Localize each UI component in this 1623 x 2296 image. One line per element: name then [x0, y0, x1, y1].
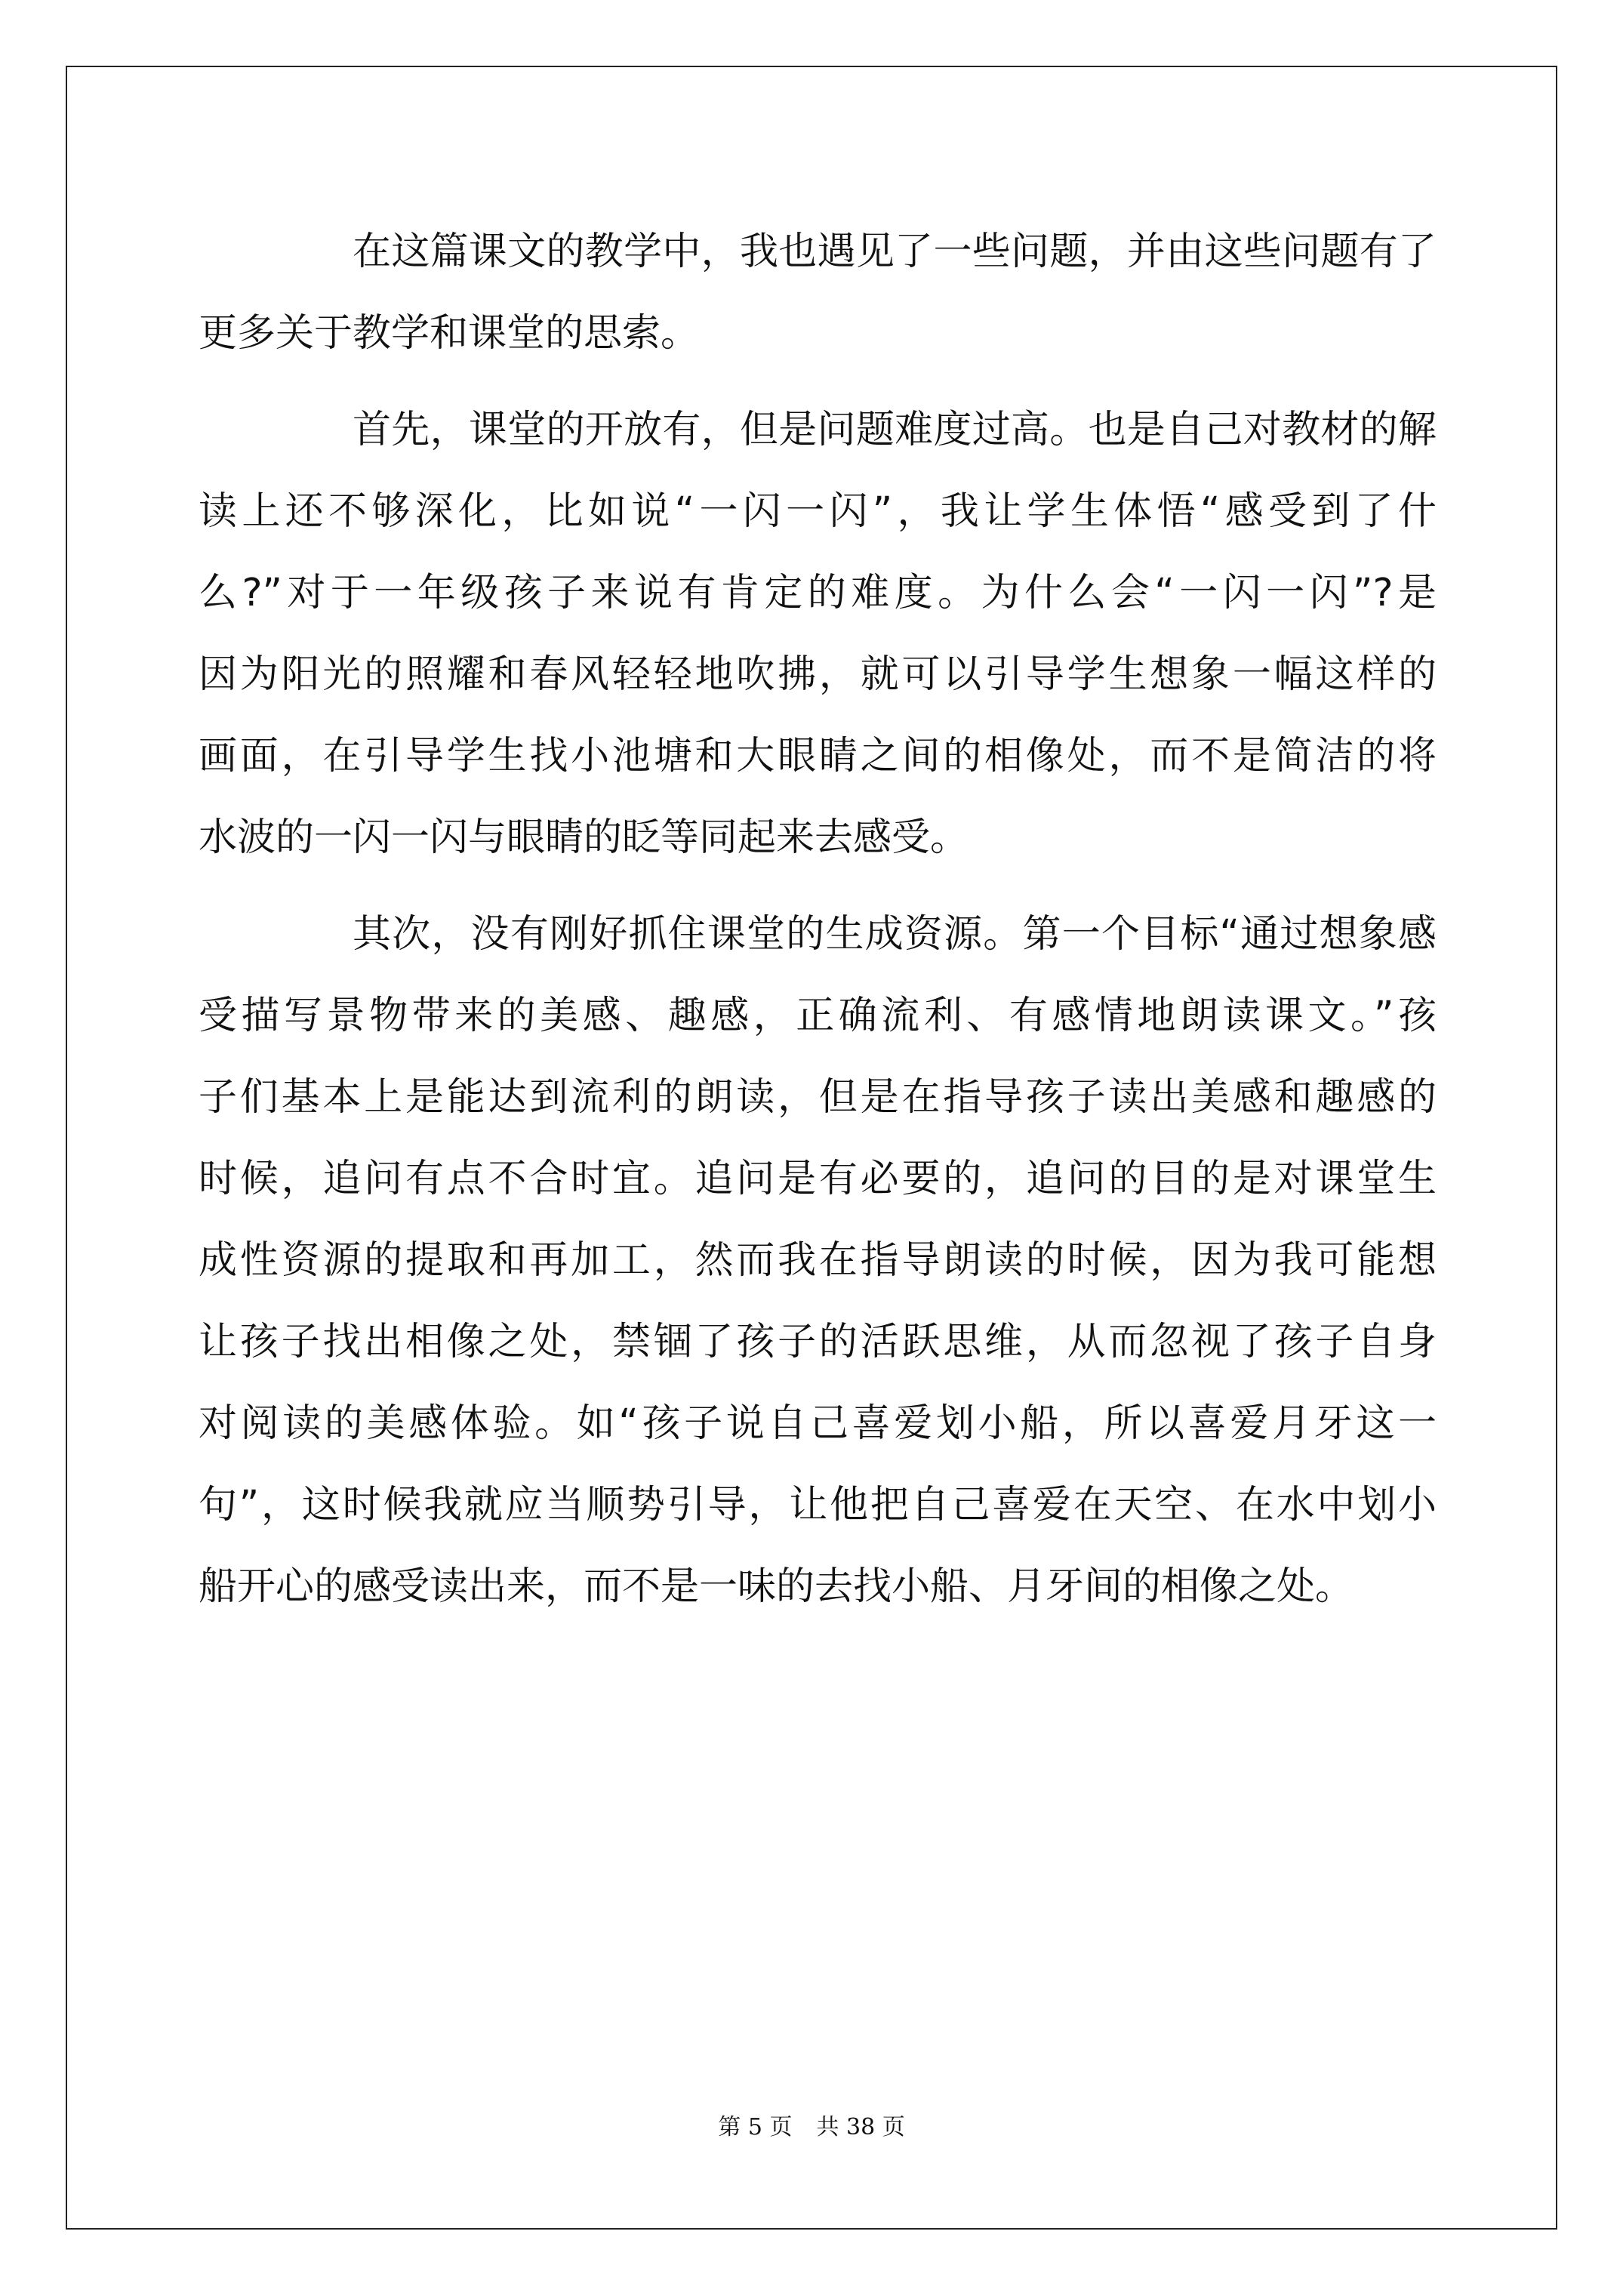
paragraph-1	[199, 211, 1437, 374]
text-line: 子们基本上是能达到流利的朗读，但是在指导孩子读出美感和趣感的	[199, 1075, 1437, 1120]
text-line: 更多关于教学和课堂的思索。	[199, 311, 700, 356]
page-number: 第 5 页	[718, 2114, 793, 2140]
document-body	[199, 211, 1437, 1643]
text-line: 在这篇课文的教学中，我也遇见了一些问题，并由这些问题有了	[353, 230, 1437, 274]
text-line: 其次，没有刚好抓住课堂的生成资源。第一个目标“通过想象感	[353, 912, 1437, 957]
text-line: 对阅读的美感体验。如“孩子说自己喜爱划小船，所以喜爱月牙这一	[199, 1401, 1437, 1446]
text-line: 句”，这时候我就应当顺势引导，让他把自己喜爱在天空、在水中划小	[199, 1483, 1437, 1527]
text-line: 时候，追问有点不合时宜。追问是有必要的，追问的目的是对课堂生	[199, 1157, 1437, 1201]
text-line: 让孩子找出相像之处，禁锢了孩子的活跃思维，从而忽视了孩子自身	[199, 1320, 1437, 1364]
text-line: 画面，在引导学生找小池塘和大眼睛之间的相像处，而不是简洁的将	[199, 734, 1437, 778]
text-line: 水波的一闪一闪与眼睛的眨等同起来去感受。	[199, 815, 969, 860]
text-line: 因为阳光的照耀和春风轻轻地吹拂，就可以引导学生想象一幅这样的	[199, 652, 1437, 697]
text-line: 受描写景物带来的美感、趣感，正确流利、有感情地朗读课文。”孩	[199, 994, 1437, 1038]
paragraph-2	[199, 390, 1437, 879]
text-line: 读上还不够深化，比如说“一闪一闪”，我让学生体悟“感受到了什	[199, 489, 1437, 534]
paragraph-3	[199, 894, 1437, 1628]
page-total: 共 38 页	[816, 2114, 905, 2140]
page-footer	[0, 2108, 1623, 2141]
text-line: 船开心的感受读出来，而不是一味的去找小船、月牙间的相像之处。	[199, 1564, 1354, 1609]
text-line: 首先，课堂的开放有，但是问题难度过高。也是自己对教材的解	[353, 408, 1437, 452]
text-line: 成性资源的提取和再加工，然而我在指导朗读的时候，因为我可能想	[199, 1238, 1437, 1283]
text-line: 么?”对于一年级孩子来说有肯定的难度。为什么会“一闪一闪”?是	[199, 571, 1437, 615]
